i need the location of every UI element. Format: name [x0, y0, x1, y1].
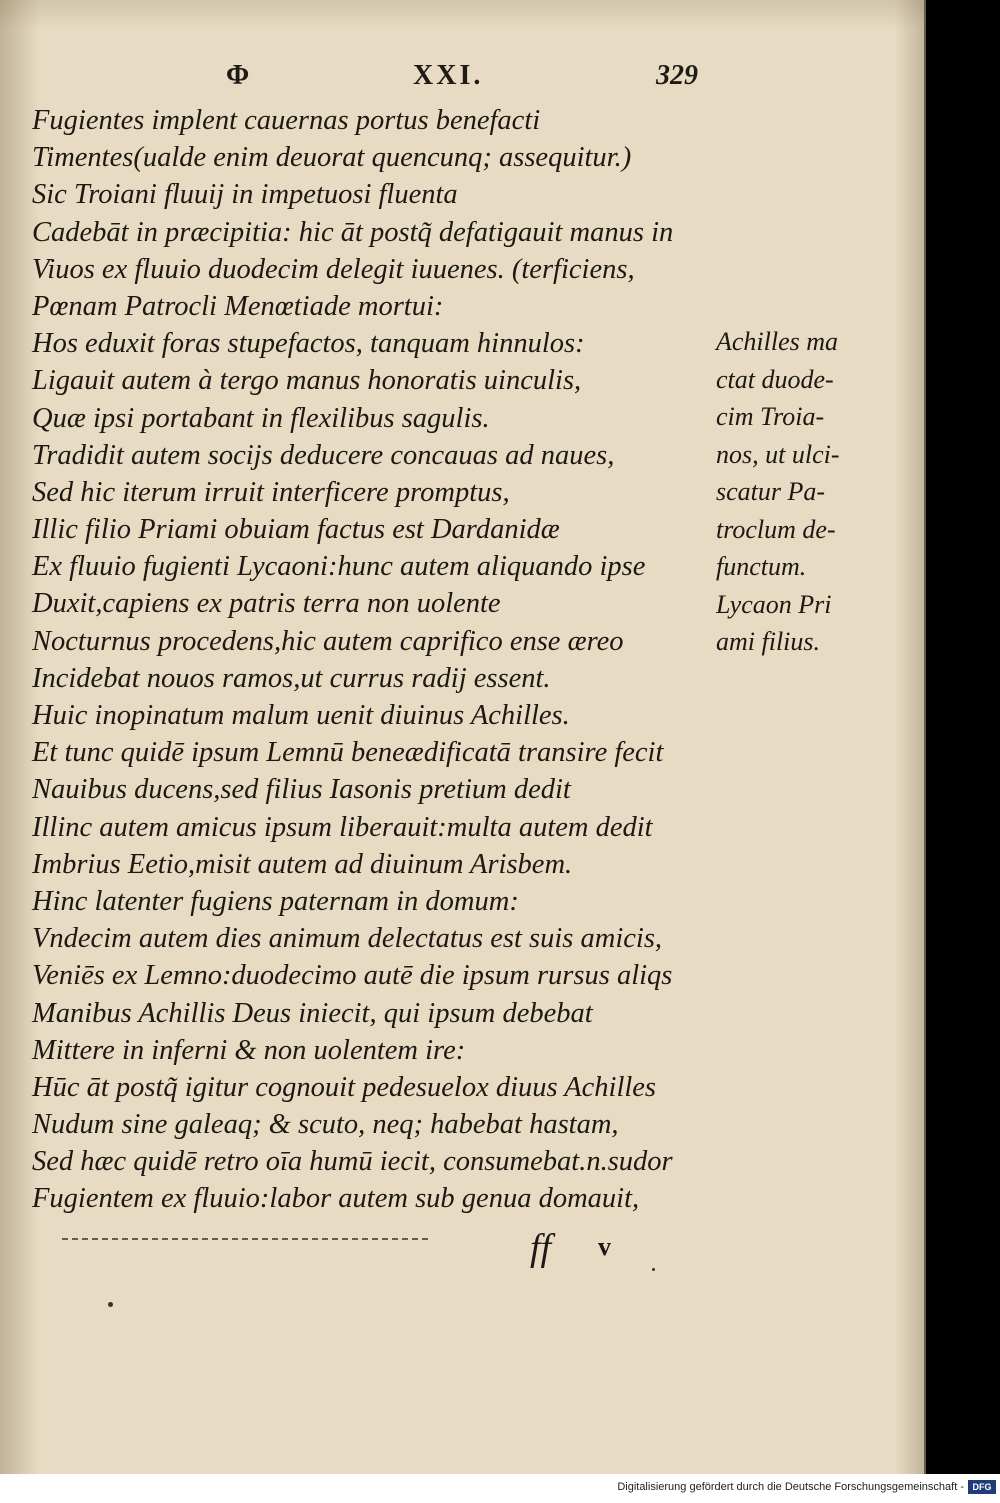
chapter-number: XXI. [413, 60, 484, 91]
footer-bar [0, 1474, 1000, 1503]
text-line: Sed hic iterum irruit interficere promptus, [32, 476, 510, 508]
page-number: 329 [656, 60, 698, 91]
marginal-notes [716, 323, 876, 661]
text-line: Cadebāt in præcipitia: hic āt postq̃ defatigauit manus in [32, 216, 674, 248]
text-line: Imbrius Eetio,misit autem ad diuinum Arisbem. [32, 848, 573, 880]
text-line: Nauibus ducens,sed filius Iasonis pretium dedit [32, 774, 571, 806]
funding-credit: Digitalisierung gefördert durch die Deutsche Forschungsgemeinschaft - [617, 1481, 964, 1493]
margin-note-line: Achilles ma [716, 327, 839, 356]
text-line: Hinc latenter fugiens paternam in domum: [32, 885, 519, 917]
text-line: Et tunc quidē ipsum Lemnū beneædificatā transire fecit [32, 737, 664, 769]
text-line: Huic inopinatum malum uenit diuinus Achilles. [32, 700, 570, 731]
text-line: Manibus Achillis Deus iniecit, qui ipsum debebat [32, 997, 593, 1029]
head-symbol: Φ [226, 60, 250, 91]
text-line: Illic filio Priami obuiam factus est Dardanidæ [32, 514, 560, 546]
running-head [0, 60, 924, 100]
text-line: Sed hæc quidē retro oīa humū iecit, consumebat.n.sudor [32, 1146, 673, 1178]
text-line: Quæ ipsi portabant in flexilibus sagulis. [32, 402, 490, 434]
dfg-logo-icon: DFG [968, 1480, 996, 1494]
text-line: Incidebat nouos ramos,ut currus radij essent. [32, 662, 551, 694]
text-line: Illinc autem amicus ipsum liberauit:multa autem dedit [32, 811, 653, 843]
margin-note-line: troclum de- [716, 514, 836, 544]
text-line: Fugientes implent cauernas portus benefacti [32, 105, 541, 136]
margin-note-line: scatur Pa- [716, 477, 826, 506]
ink-spot [652, 1268, 655, 1271]
catchword: v [598, 1232, 611, 1261]
margin-note-line: functum. [716, 552, 807, 581]
text-line: Tradidit autem socijs deducere concauas ad naues, [32, 439, 615, 471]
text-line: Fugientem ex fluuio:labor autem sub genua domauit, [32, 1183, 640, 1215]
decorative-rule [62, 1238, 428, 1240]
text-line: Hūc āt postq̃ igitur cognouit pedesuelox diuus Achilles [32, 1071, 657, 1103]
verse-text [32, 102, 712, 1218]
text-line: Hos eduxit foras stupefactos, tanquam hinnulos: [32, 328, 585, 360]
margin-note-line: nos, ut ulci- [716, 439, 840, 469]
signature-mark: ff [530, 1227, 552, 1269]
text-line: Nocturnus procedens,hic autem caprifico ense æreo [32, 625, 624, 657]
text-line: Veniēs ex Lemno:duodecimo autē die ipsum rursus aliqs [32, 960, 673, 992]
margin-note-line: cim Troia- [716, 402, 825, 431]
text-line: Mittere in inferni & non uolentem ire: [32, 1034, 466, 1066]
text-line: Ligauit autem à tergo manus honoratis uinculis, [32, 365, 582, 397]
text-line: Viuos ex fluuio duodecim delegit iuuenes. (terficiens, [32, 253, 635, 285]
text-line: Sic Troiani fluuij in impetuosi fluenta [32, 179, 458, 211]
margin-note-line: ami filius. [716, 627, 821, 656]
text-line: Vndecim autem dies animum delectatus est suis amicis, [32, 923, 663, 955]
text-line: Pœnam Patrocli Menœtiade mortui: [32, 290, 444, 322]
margin-note-line: Lycaon Pri [716, 589, 832, 619]
text-line: Duxit,capiens ex patris terra non uolente [32, 588, 501, 620]
ink-spot [108, 1302, 113, 1307]
text-line: Timentes(ualde enim deuorat quencunq; assequitur.) [32, 142, 632, 174]
text-line: Ex fluuio fugienti Lycaoni:hunc autem aliquando ipse [32, 551, 646, 583]
text-line: Nudum sine galeaq; & scuto, neq; habebat hastam, [32, 1109, 619, 1141]
margin-note-line: ctat duode- [716, 364, 834, 394]
